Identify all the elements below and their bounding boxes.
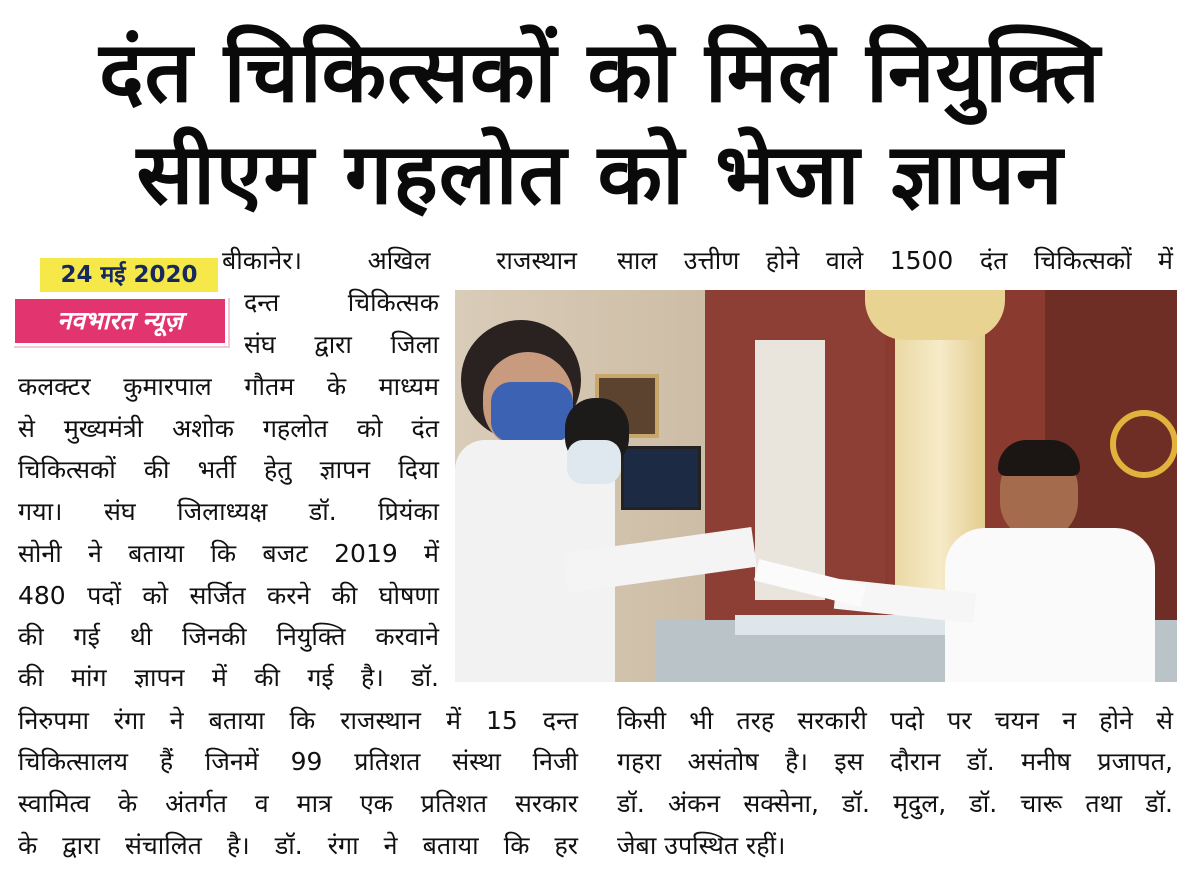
article-line: गया। संघ जिलाध्यक्ष डॉ. प्रियंका	[18, 497, 439, 526]
brand-badge: नवभारत न्यूज़	[12, 296, 228, 346]
date-badge: 24 मई 2020	[40, 258, 218, 292]
article-line: सोनी ने बताया कि बजट 2019 में	[18, 539, 439, 568]
article-line: के द्वारा संचालित है। डॉ. रंगा ने बताया कि हर	[18, 831, 578, 860]
article-line: से मुख्यमंत्री अशोक गहलोत को दंत	[18, 414, 439, 443]
article-line: बीकानेर। अखिल राजस्थान	[222, 246, 577, 275]
article-line: की गई थी जिनकी नियुक्ति करवाने	[18, 622, 439, 651]
article-line: चिकित्सालय हैं जिनमें 99 प्रतिशत संस्था निजी	[18, 747, 578, 776]
article-line: 480 पदों को सर्जित करने की घोषणा	[18, 581, 439, 610]
news-photo	[455, 290, 1177, 682]
headline-line-2: सीएम गहलोत को भेजा ज्ञापन	[136, 125, 1064, 223]
article-line: स्वामित्व के अंतर्गत व मात्र एक प्रतिशत सरकार	[18, 789, 578, 818]
article-line: जेबा उपस्थित रहीं।	[617, 831, 786, 860]
article-line: कलक्टर कुमारपाल गौतम के माध्यम	[18, 372, 439, 401]
article-line: चिकित्सकों की भर्ती हेतु ज्ञापन दिया	[18, 455, 439, 484]
article-line: संघ द्वारा जिला	[244, 330, 439, 359]
article-line: दन्त चिकित्सक	[244, 288, 439, 317]
article-line: डॉ. अंकन सक्सेना, डॉ. मृदुल, डॉ. चारू तथा डॉ.	[617, 789, 1173, 818]
headline-line-1: दंत चिकित्सकों को मिले नियुक्ति	[99, 23, 1101, 121]
article-line: किसी भी तरह सरकारी पदो पर चयन न होने से	[617, 706, 1173, 735]
article-line: साल उत्तीण होने वाले 1500 दंत चिकित्सकों में	[617, 246, 1173, 275]
article-line: गहरा असंतोष है। इस दौरान डॉ. मनीष प्रजापत,	[617, 747, 1173, 776]
article-line: की मांग ज्ञापन में की गई है। डॉ.	[18, 663, 439, 692]
article-line: निरुपमा रंगा ने बताया कि राजस्थान में 15 दन्त	[18, 706, 578, 735]
